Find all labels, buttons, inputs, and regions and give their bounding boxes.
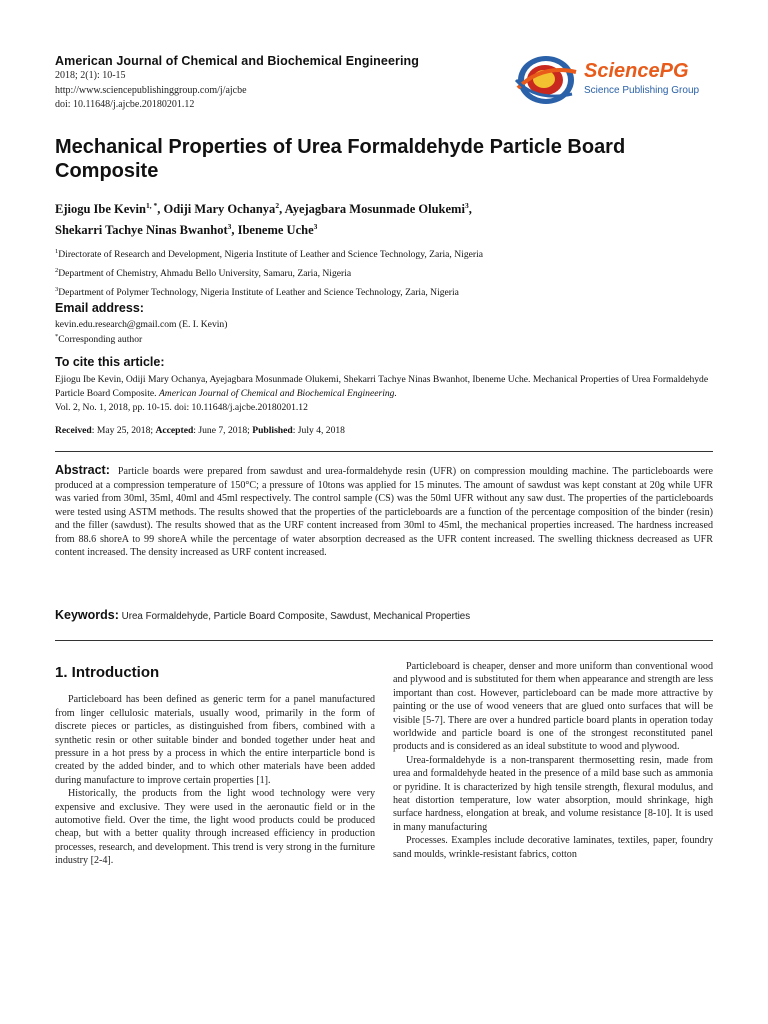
paragraph: Particleboard is cheaper, denser and more uniform than conventional wood and plywood and is substituted for them when appearance and strength are less important than cost. However, particleboard can be made more attractive by painting or the use of wood veneers that are glued onto surfaces that will be visible [5-7]. There are over a hundred particle board plants in operation today worldwide and particle board is one of the strongest reconstituted panel products and is considered as an ideal substitute to wood and plywood. <box>393 661 713 753</box>
paragraph: Processes. Examples include decorative laminates, textiles, paper, foundry sand moulds, wrinkle-resistant fabrics, cotton <box>393 835 713 860</box>
abstract <box>55 464 713 560</box>
author: Odiji Mary Ochanya$^2$, <box>163 201 285 217</box>
cite-heading: To cite this article: <box>55 355 165 369</box>
logo-subtitle: Science Publishing Group <box>584 85 700 96</box>
affiliation: $^1$Directorate of Research and Development, Nigeria Institute of Leather and Science Technology, Zaria, Nigeria <box>55 248 483 261</box>
paragraph: Urea-formaldehyde is a non-transparent thermosetting resin, made from urea and formaldehyde heated in the presence of a mild base such as ammonia or pyridine. It is characterized by high tensile strength, flexural modulus, and heat distortion temperature, low water absorption, mould shrinkage, high surface hardness, elongation at break, and volume resistance [8-10]. It is used in many manufacturing <box>393 754 713 833</box>
keywords <box>55 608 713 622</box>
abstract-text: Particle boards were prepared from sawdust and urea-formaldehyde resin (UFR) on compression moulding machine. The particleboards were produced at a compression temperature of 150°C; a pressure of 10tons was applied for 15 minutes. The amount of sawdust was kept constant at 20g while UFR was varied from 30ml, 35ml, 40ml and 45ml respectively. The control sample (CS) was the 50ml UFR without any saw dust. The properties of the particleboards were tested using ASTM methods. The results showed that the properties of the particleboards are a function of the percentage composition of the binder (resin) and the filler (sawdust). The results showed that as the URF content increased from 30ml to 45ml, the mechanical properties increased. The hardness increased from 88.6 shoreA to 99 shoreA while the percentage of water absorption decreased as the UFR content increased. The swelling thickness decreased as UFR content increased. The density increased as URF content increased. <box>55 466 714 558</box>
divider <box>55 640 713 641</box>
author-list <box>55 197 705 239</box>
paragraph: Particleboard has been defined as generic term for a panel manufactured from linger cellulosic materials, usually wood, primarily in the form of discrete pieces or particles, as distinguished from fibers, combined with a synthetic resin or other suitable binder and bonded together under heat and pressure in a hot press by a process in which the entire interparticle bond is created by the added binder, and to which other materials have been added during manufacture to improve certain properties [1]. <box>55 694 375 786</box>
paragraph: Historically, the products from the light wood technology were very expensive and exclusive. They were used in the aeronautic field or in the automotive field. Over the time, the light wood products could be produced cheap, but with a better quality through increased efficiency in production processes, research, and development. This trend is very strong in the furniture industry [2-4]. <box>55 788 375 867</box>
journal-header <box>55 54 505 112</box>
affiliation: $^3$Department of Polymer Technology, Nigeria Institute of Leather and Science Technology, Zaria, Nigeria <box>55 286 459 299</box>
journal-name: American Journal of Chemical and Biochemical Engineering <box>55 54 420 68</box>
keywords-text: Urea Formaldehyde, Particle Board Composite, Sawdust, Mechanical Properties <box>121 611 471 622</box>
author: Ayejagbara Mosunmade Olukemi$^3$, <box>284 201 472 217</box>
author: Ejiogu Ibe Kevin$^{1, *}$, <box>55 201 164 217</box>
affiliation: $^2$Department of Chemistry, Ahmadu Bello University, Samaru, Zaria, Nigeria <box>55 267 352 280</box>
abstract-label: Abstract: <box>55 463 110 477</box>
journal-doi: doi: 10.11648/j.ajcbe.20180201.12 <box>55 99 195 110</box>
article-title: Mechanical Properties of Urea Formaldehyde Particle Board Composite <box>55 136 626 182</box>
affiliation-list <box>55 244 715 302</box>
issue-info: 2018; 2(1): 10-15 <box>55 70 126 81</box>
citation-text: Ejiogu Ibe Kevin, Odiji Mary Ochanya, Ayejagbara Mosunmade Olukemi, Shekarri Tachye Ninas Bwanhot, Ibeneme Uche. Mechanical Properties of Urea Formaldehyde Particle Board Composite. American Journal of Chemical and Biochemical Engineering. Vol. 2, No. 1, 2018, pp. 10-15. doi: 10.11648/j.ajcbe.20180201.12 <box>55 374 709 413</box>
email-heading: Email address: <box>55 301 144 315</box>
divider <box>55 451 713 452</box>
corresponding-note: *Corresponding author <box>55 333 143 346</box>
body-column-left <box>55 662 375 868</box>
email-address[interactable]: kevin.edu.research@gmail.com (E. I. Kevin) <box>55 319 228 330</box>
sciencepg-logo <box>512 50 722 110</box>
sciencepg-logo-icon <box>512 50 578 110</box>
author: Shekarri Tachye Ninas Bwanhot$^3$, <box>55 222 238 238</box>
publication-dates: Received: May 25, 2018; Accepted: June 7, 2018; Published: July 4, 2018 <box>55 425 345 436</box>
section-heading: 1. Introduction <box>55 664 160 681</box>
author: Ibeneme Uche$^3$ <box>237 222 318 238</box>
body-column-right <box>393 660 713 861</box>
journal-url[interactable]: http://www.sciencepublishinggroup.com/j/ajcbe <box>55 84 247 96</box>
logo-name: SciencePG <box>584 60 689 82</box>
keywords-label: Keywords: <box>55 608 119 622</box>
